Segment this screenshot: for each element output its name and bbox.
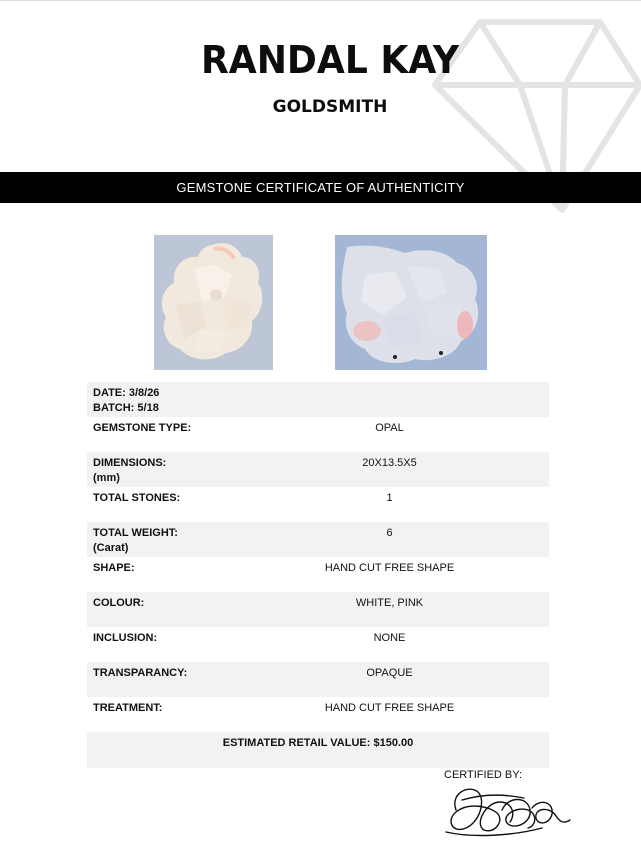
dimensions-unit: (mm) (93, 472, 120, 484)
dimensions-label: DIMENSIONS: (93, 457, 167, 469)
details-table (87, 382, 549, 768)
gemstone-type-value: OPAL (375, 422, 404, 434)
table-row (87, 452, 549, 487)
table-row (87, 417, 549, 452)
retail-value: ESTIMATED RETAIL VALUE: $150.00 (222, 737, 414, 749)
certificate-banner (0, 172, 641, 203)
date-label: DATE: 3/8/26 (93, 387, 160, 399)
gemstone-type-label: GEMSTONE TYPE: (93, 422, 192, 434)
table-row (87, 557, 549, 592)
certified-by-label: CERTIFIED BY: (444, 769, 523, 781)
batch-label: BATCH: 5/18 (93, 402, 159, 414)
total-stones-value: 1 (386, 492, 393, 504)
table-row (87, 592, 549, 627)
treatment-label: TREATMENT: (93, 702, 163, 714)
inclusion-value: NONE (373, 632, 406, 644)
total-weight-value: 6 (386, 527, 393, 539)
date-batch (93, 386, 159, 416)
brand-name: RANDAL KAY (200, 38, 460, 82)
table-row (87, 487, 549, 522)
dimensions-label-group (93, 456, 166, 486)
transparancy-value: OPAQUE (366, 667, 413, 679)
inclusion-label: INCLUSION: (93, 632, 158, 644)
table-row (87, 697, 549, 732)
total-weight-label: TOTAL WEIGHT: (93, 527, 178, 539)
table-row (87, 382, 549, 417)
total-weight-unit: (Carat) (93, 542, 129, 554)
brand-subtitle: GOLDSMITH (272, 97, 388, 117)
top-rule (0, 0, 641, 1)
total-stones-label: TOTAL STONES: (93, 492, 181, 504)
shape-value: HAND CUT FREE SHAPE (324, 562, 455, 574)
certificate-title: GEMSTONE CERTIFICATE OF AUTHENTICITY (176, 180, 465, 195)
gemstone-photo-back (335, 235, 487, 370)
treatment-value: HAND CUT FREE SHAPE (324, 702, 455, 714)
transparancy-label: TRANSPARANCY: (93, 667, 188, 679)
table-row (87, 522, 549, 557)
colour-label: COLOUR: (93, 597, 145, 609)
colour-value: WHITE, PINK (355, 597, 424, 609)
shape-label: SHAPE: (93, 562, 135, 574)
table-row (87, 627, 549, 662)
total-weight-label-group (93, 526, 178, 556)
gemstone-photo-front (154, 235, 273, 370)
table-row (87, 732, 549, 768)
dimensions-value: 20X13.5X5 (362, 457, 417, 469)
signature-mark (442, 780, 572, 838)
table-row (87, 662, 549, 697)
